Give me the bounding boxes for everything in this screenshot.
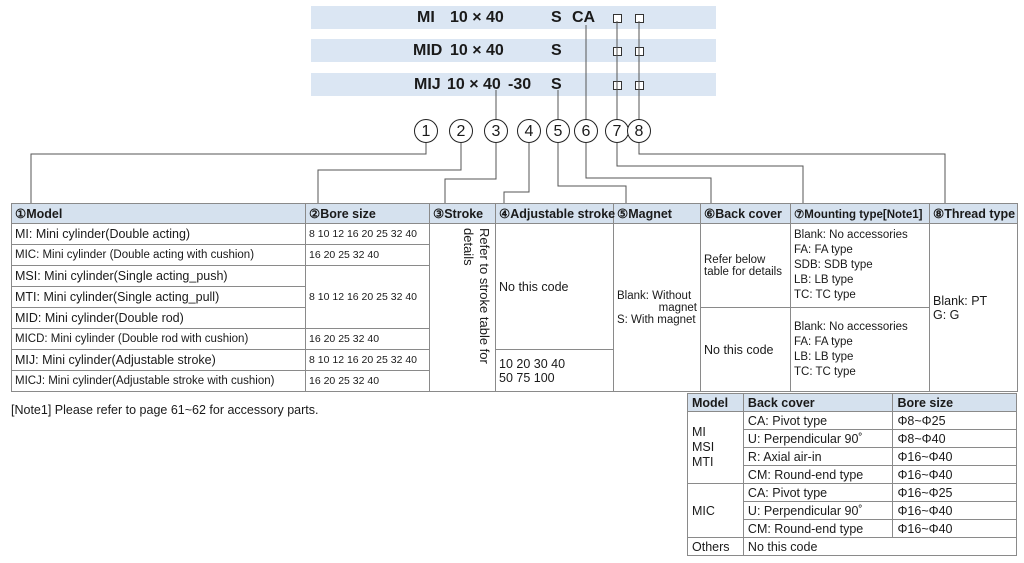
thread-line-2: G: G: [933, 307, 960, 322]
mount-b-3: TC: TC type: [794, 365, 856, 378]
circle-number-2: 2: [449, 119, 473, 143]
bc-bore: Φ16~Φ40: [893, 466, 1017, 484]
bc-header-model: Model: [688, 394, 744, 412]
code-model-2: MID: [413, 42, 443, 59]
bc-others-model: Others: [688, 538, 744, 556]
connector-2: [318, 143, 461, 203]
back-cover-none: No this code: [701, 308, 791, 392]
model-cell: MIC: Mini cylinder (Double acting with cushion): [12, 245, 306, 266]
mount-a-1: FA: FA type: [794, 244, 853, 256]
bc-cover: CA: Pivot type: [743, 484, 893, 502]
bc-cover: CM: Round-end type: [743, 520, 893, 538]
mount-b-2: LB: LB type: [794, 350, 854, 363]
adjustable-stroke-none: No this code: [496, 224, 614, 350]
model-cell: MIJ: Mini cylinder(Adjustable stroke): [12, 350, 306, 371]
bc-bore: Φ8~Φ40: [893, 430, 1017, 448]
code-bore-3: 10 × 40: [447, 76, 501, 93]
bc-cover: R: Axial air-in: [743, 448, 893, 466]
mount-b-0: Blank: No accessories: [794, 320, 908, 333]
connector-8: [639, 143, 945, 203]
header-thread-type: ⑧Thread type: [930, 204, 1018, 224]
mount-a-0: Blank: No accessories: [794, 229, 908, 241]
model-cell: MICD: Mini cylinder (Double rod with cushion): [12, 329, 306, 350]
circle-number-4: 4: [517, 119, 541, 143]
bc-group-2: MIC: [688, 484, 744, 538]
code-s-1: S: [551, 9, 562, 26]
bore-cell: 8 10 12 16 20 25 32 40: [306, 266, 430, 329]
back-cover-refer-cell: [701, 224, 791, 308]
connector-4: [504, 143, 529, 203]
code-bore-1: 10 × 40: [450, 9, 504, 26]
connector-3: [445, 143, 496, 203]
mount-a-2: SDB: SDB type: [794, 259, 873, 271]
header-stroke: ③Stroke: [430, 204, 496, 224]
mount-a-3: LB: LB type: [794, 274, 854, 286]
mounting-cell-a: [791, 224, 930, 308]
table-row: [12, 224, 1018, 245]
connector-6: [586, 143, 711, 203]
header-mounting-type: ⑦Mounting type[Note1]: [791, 204, 930, 224]
model-cell: MID: Mini cylinder(Double rod): [12, 308, 306, 329]
bc-bore: Φ16~Φ25: [893, 484, 1017, 502]
table-row: [688, 412, 1017, 430]
code-model-1: MI: [417, 9, 435, 26]
back-cover-line-2: table for details: [704, 265, 782, 278]
table-header-row: [12, 204, 1018, 224]
table-row: [688, 484, 1017, 502]
thread-line-1: Blank: PT: [933, 293, 988, 308]
connector-5: [558, 143, 626, 203]
header-bore-size: ②Bore size: [306, 204, 430, 224]
model-cell: MTI: Mini cylinder(Single acting_pull): [12, 287, 306, 308]
code-bore-2: 10 × 40: [450, 42, 504, 59]
code-ca-1: CA: [572, 9, 596, 26]
adj-values-1: 10 20 30 40: [499, 356, 566, 371]
magnet-line-1: Blank: Without: [617, 289, 692, 302]
bore-cell: 16 20 25 32 40: [306, 329, 430, 350]
circle-number-3: 3: [484, 119, 508, 143]
circle-number-7: 7: [605, 119, 629, 143]
connector-1: [31, 143, 426, 203]
bore-cell: 16 20 25 32 40: [306, 245, 430, 266]
bc-cover: CM: Round-end type: [743, 466, 893, 484]
code-stroke-3: -30: [508, 76, 532, 93]
adjustable-stroke-values: [496, 350, 614, 392]
bc-cover: CA: Pivot type: [743, 412, 893, 430]
bc-group-1-model: MI: [692, 425, 706, 439]
bc-cover: U: Perpendicular 90˚: [743, 430, 893, 448]
bc-bore: Φ16~Φ40: [893, 502, 1017, 520]
thread-cell: [930, 224, 1018, 392]
bc-bore: Φ16~Φ40: [893, 520, 1017, 538]
bc-others-value: No this code: [743, 538, 1016, 556]
bc-header-row: [688, 394, 1017, 412]
mounting-cell-b: [791, 308, 930, 392]
header-model: ①Model: [12, 204, 306, 224]
ordering-code-table: [11, 203, 1018, 392]
circle-number-6: 6: [574, 119, 598, 143]
note-text: [Note1] Please refer to page 61~62 for accessory parts.: [11, 403, 319, 417]
code-model-3: MIJ: [414, 76, 441, 93]
bc-group-1-model: MTI: [692, 455, 714, 469]
model-cell: MSI: Mini cylinder(Single acting_push): [12, 266, 306, 287]
table-row: [688, 538, 1017, 556]
magnet-line-2: magnet: [658, 301, 697, 314]
bc-bore: Φ16~Φ40: [893, 448, 1017, 466]
back-cover-line-1: Refer below: [704, 253, 766, 266]
bc-cover: U: Perpendicular 90˚: [743, 502, 893, 520]
adj-values-2: 50 75 100: [499, 370, 555, 385]
code-s-3: S: [551, 76, 562, 93]
circle-number-1: 1: [414, 119, 438, 143]
model-cell: MI: Mini cylinder(Double acting): [12, 224, 306, 245]
magnet-line-3: S: With magnet: [617, 313, 696, 326]
circle-number-5: 5: [546, 119, 570, 143]
bore-cell: 8 10 12 16 20 25 32 40: [306, 350, 430, 371]
back-cover-table: [687, 393, 1017, 556]
stroke-cell: Refer to stroke table for details: [430, 224, 496, 392]
mount-a-4: TC: TC type: [794, 289, 856, 301]
bc-header-back-cover: Back cover: [743, 394, 893, 412]
bc-bore: Φ8~Φ25: [893, 412, 1017, 430]
bore-cell: 8 10 12 16 20 25 32 40: [306, 224, 430, 245]
header-magnet: ⑤Magnet: [614, 204, 701, 224]
magnet-cell: [614, 224, 701, 392]
bc-group-1: [688, 412, 744, 484]
bc-header-bore-size: Bore size: [893, 394, 1017, 412]
model-cell: MICJ: Mini cylinder(Adjustable stroke with cushion): [12, 371, 306, 392]
mount-b-1: FA: FA type: [794, 335, 853, 348]
header-back-cover: ⑥Back cover: [701, 204, 791, 224]
bc-group-1-model: MSI: [692, 440, 715, 454]
connector-7: [617, 143, 803, 203]
header-adjustable-stroke: ④Adjustable stroke: [496, 204, 614, 224]
code-s-2: S: [551, 42, 562, 59]
circle-number-8: 8: [627, 119, 651, 143]
bore-cell: 16 20 25 32 40: [306, 371, 430, 392]
